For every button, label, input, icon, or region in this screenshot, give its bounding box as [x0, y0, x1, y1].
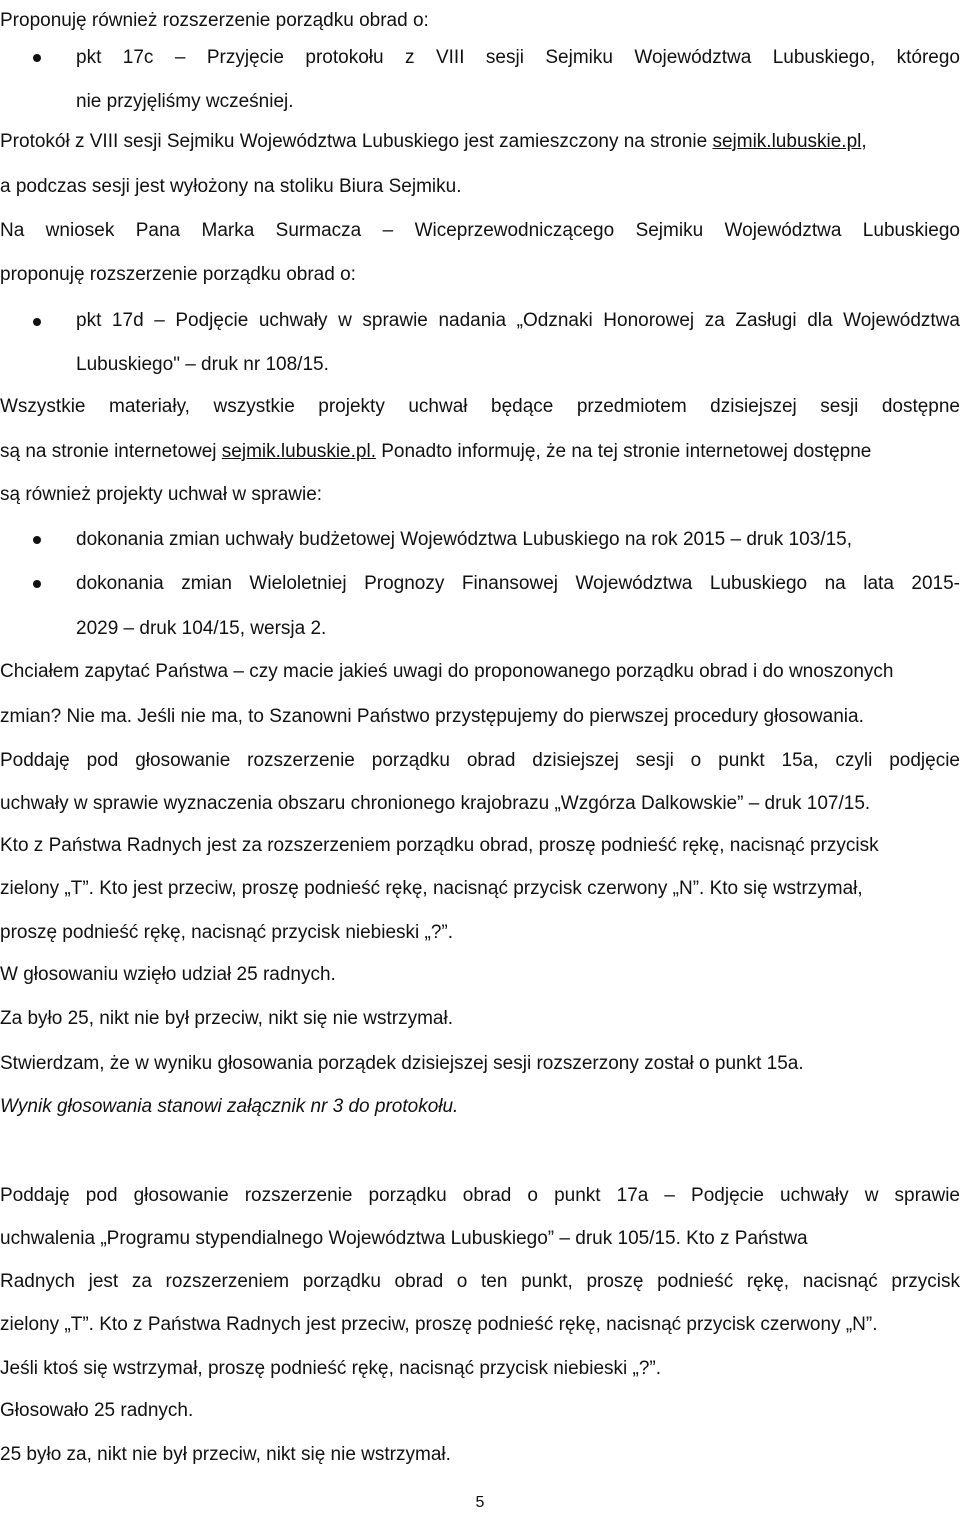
text-line: Na wniosek Pana Marka Surmacza – Wiceprzewodniczącego Sejmiku Województwa Lubuskiego	[0, 220, 960, 241]
text-line: uchwalenia „Programu stypendialnego Województwa Lubuskiego” – druk 105/15. Kto z Państwa	[0, 1228, 808, 1249]
text-line: Chciałem zapytać Państwa – czy macie jakieś uwagi do proponowanego porządku obrad i do wnoszonych	[0, 661, 894, 682]
text-line: Wynik głosowania stanowi załącznik nr 3 do protokołu.	[0, 1096, 459, 1117]
text-line: W głosowaniu wzięło udział 25 radnych.	[0, 964, 336, 985]
list-item-wpf: dokonania zmian Wieloletniej Prognozy Finansowej Województwa Lubuskiego na lata 2015-	[76, 573, 960, 594]
text-line: Wszystkie materiały, wszystkie projekty uchwał będące przedmiotem dzisiejszej sesji dostępne	[0, 396, 960, 417]
text-line: Stwierdzam, że w wyniku głosowania porządek dzisiejszej sesji rozszerzony został o punkt 15a.	[0, 1053, 804, 1074]
text-segment: są na stronie internetowej	[0, 441, 217, 462]
text-segment: Ponadto informuję, że na tej stronie internetowej dostępne	[381, 441, 872, 462]
text-segment: Protokół z VIII sesji Sejmiku Województwa Lubuskiego jest zamieszczony na stronie	[0, 131, 708, 152]
bullet-icon	[33, 580, 41, 588]
list-item-continuation: nie przyjęliśmy wcześniej.	[76, 91, 294, 112]
text-line: Głosowało 25 radnych.	[0, 1400, 194, 1421]
page-number: 5	[475, 1494, 485, 1511]
text-line: Za było 25, nikt nie był przeciw, nikt się nie wstrzymał.	[0, 1008, 454, 1029]
website-link[interactable]: sejmik.lubuskie.pl	[712, 131, 862, 152]
bullet-icon	[33, 54, 41, 62]
text-line: proszę podnieść rękę, nacisnąć przycisk niebieski „?”.	[0, 922, 454, 943]
text-line: Jeśli ktoś się wstrzymał, proszę podnieść rękę, nacisnąć przycisk niebieski „?”.	[0, 1358, 662, 1379]
text-line	[0, 437, 960, 467]
bullet-icon	[33, 536, 41, 544]
list-item-17d: pkt 17d – Podjęcie uchwały w sprawie nadania „Odznaki Honorowej za Zasługi dla Województwa	[76, 310, 960, 331]
text-line	[0, 127, 960, 157]
text-line: zielony „T”. Kto jest przeciw, proszę podnieść rękę, nacisnąć przycisk czerwony „N”. Kto się wstrzymał,	[0, 878, 863, 899]
website-link[interactable]: sejmik.lubuskie.pl.	[221, 441, 376, 462]
text-line: Poddaję pod głosowanie rozszerzenie porządku obrad dzisiejszej sesji o punkt 15a, czyli podjęcie	[0, 750, 960, 771]
text-line: Kto z Państwa Radnych jest za rozszerzeniem porządku obrad, proszę podnieść rękę, nacisnąć przycisk	[0, 835, 879, 856]
text-line: a podczas sesji jest wyłożony na stoliku Biura Sejmiku.	[0, 176, 462, 197]
bullet-icon	[33, 318, 41, 326]
list-item-continuation: 2029 – druk 104/15, wersja 2.	[76, 618, 327, 639]
text-line: 25 było za, nikt nie był przeciw, nikt się nie wstrzymał.	[0, 1444, 451, 1465]
list-item-budget: dokonania zmian uchwały budżetowej Województwa Lubuskiego na rok 2015 – druk 103/15,	[76, 529, 852, 550]
text-segment: ,	[861, 131, 867, 152]
text-line: proponuję rozszerzenie porządku obrad o:	[0, 264, 356, 285]
text-line: zielony „T”. Kto z Państwa Radnych jest przeciw, proszę podnieść rękę, nacisnąć przycisk czerwony „N”.	[0, 1314, 878, 1335]
text-line: Poddaję pod głosowanie rozszerzenie porządku obrad o punkt 17a – Podjęcie uchwały w sprawie	[0, 1185, 960, 1206]
text-line: uchwały w sprawie wyznaczenia obszaru chronionego krajobrazu „Wzgórza Dalkowskie” – druk 107/15.	[0, 793, 871, 814]
list-item-17c: pkt 17c – Przyjęcie protokołu z VIII sesji Sejmiku Województwa Lubuskiego, którego	[76, 47, 960, 68]
text-line: Radnych jest za rozszerzeniem porządku obrad o ten punkt, proszę podnieść rękę, nacisnąć przycisk	[0, 1271, 960, 1292]
list-item-continuation: Lubuskiego" – druk nr 108/15.	[76, 354, 329, 375]
text-line: są również projekty uchwał w sprawie:	[0, 484, 323, 505]
text-line: zmian? Nie ma. Jeśli nie ma, to Szanowni Państwo przystępujemy do pierwszej procedury głosowania.	[0, 706, 864, 727]
text-line: Proponuję również rozszerzenie porządku obrad o:	[0, 10, 429, 31]
